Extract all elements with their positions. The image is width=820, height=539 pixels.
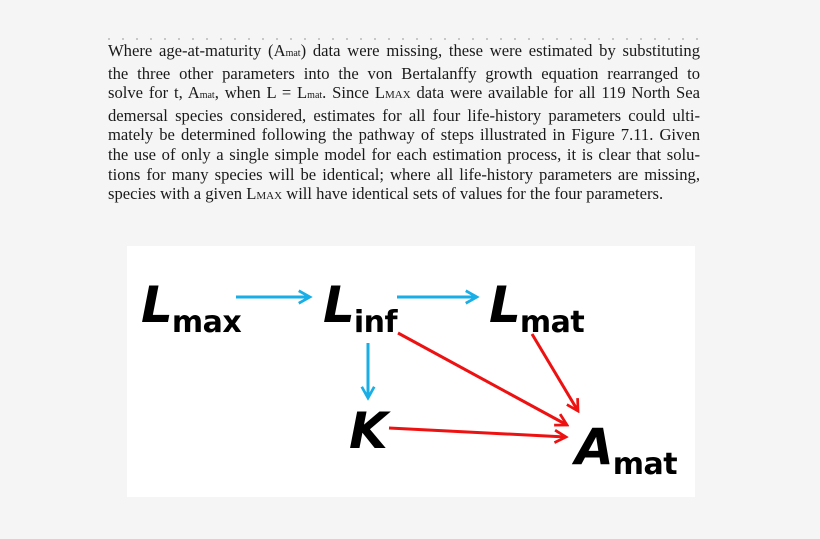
figure-7-11-diagram bbox=[127, 246, 695, 497]
node-main-symbol: L bbox=[141, 276, 171, 334]
smallcaps-max: MAX bbox=[256, 190, 283, 203]
arrow-lmat-to-amat bbox=[532, 334, 578, 411]
node-main-symbol: A bbox=[575, 418, 612, 476]
text-segment: Where age-at-maturity (A bbox=[108, 41, 286, 60]
clipped-previous-line bbox=[108, 36, 698, 40]
node-subscript: mat bbox=[519, 305, 585, 340]
node-main-symbol: K bbox=[349, 402, 386, 460]
paragraph-line-8 bbox=[108, 184, 700, 207]
text-segment: data were available for all 119 North Sea bbox=[410, 83, 700, 103]
text-segment: species with a given L bbox=[108, 184, 257, 204]
node-linf bbox=[323, 276, 398, 340]
node-main-symbol: L bbox=[489, 276, 519, 334]
node-subscript: inf bbox=[353, 305, 398, 340]
paragraph-line-7: tions for many species will be identical; where all life-history parameters are missing, bbox=[108, 164, 700, 184]
arrow-linf-to-amat bbox=[398, 333, 567, 425]
node-subscript: mat bbox=[612, 447, 678, 482]
text-segment: solve for t, A bbox=[108, 83, 200, 103]
paragraph-line-1 bbox=[108, 41, 700, 64]
paragraph-line-2: the three other parameters into the von Bertalanffy growth equation rearranged to bbox=[108, 63, 700, 83]
node-lmax bbox=[141, 276, 242, 340]
text-segment: , when L = L bbox=[214, 83, 308, 103]
text-segment: . Since L bbox=[322, 83, 385, 103]
body-paragraph bbox=[108, 41, 700, 207]
text-segment: will have identical sets of values for the four parameters. bbox=[282, 184, 664, 204]
smallcaps-max: MAX bbox=[385, 89, 411, 102]
node-k bbox=[349, 402, 386, 460]
node-lmat bbox=[489, 276, 585, 340]
node-amat bbox=[575, 418, 678, 482]
subscript-mat: mat bbox=[285, 48, 301, 59]
subscript-mat: mat bbox=[307, 90, 323, 102]
paragraph-line-6: the use of only a single simple model for each estimation process, it is clear that solu- bbox=[108, 144, 700, 164]
arrow-k-to-amat bbox=[389, 428, 566, 437]
node-main-symbol: L bbox=[323, 276, 353, 334]
paragraph-line-5: mately be determined following the pathway of steps illustrated in Figure 7.11. Given bbox=[108, 125, 700, 145]
text-segment: ) data were missing, these were estimated by substituting bbox=[300, 41, 700, 60]
paragraph-line-3 bbox=[108, 83, 700, 106]
node-subscript: max bbox=[171, 305, 242, 340]
subscript-mat: mat bbox=[199, 90, 215, 102]
paragraph-line-4: demersal species considered, estimates for all four life-history parameters could ulti- bbox=[108, 105, 700, 125]
